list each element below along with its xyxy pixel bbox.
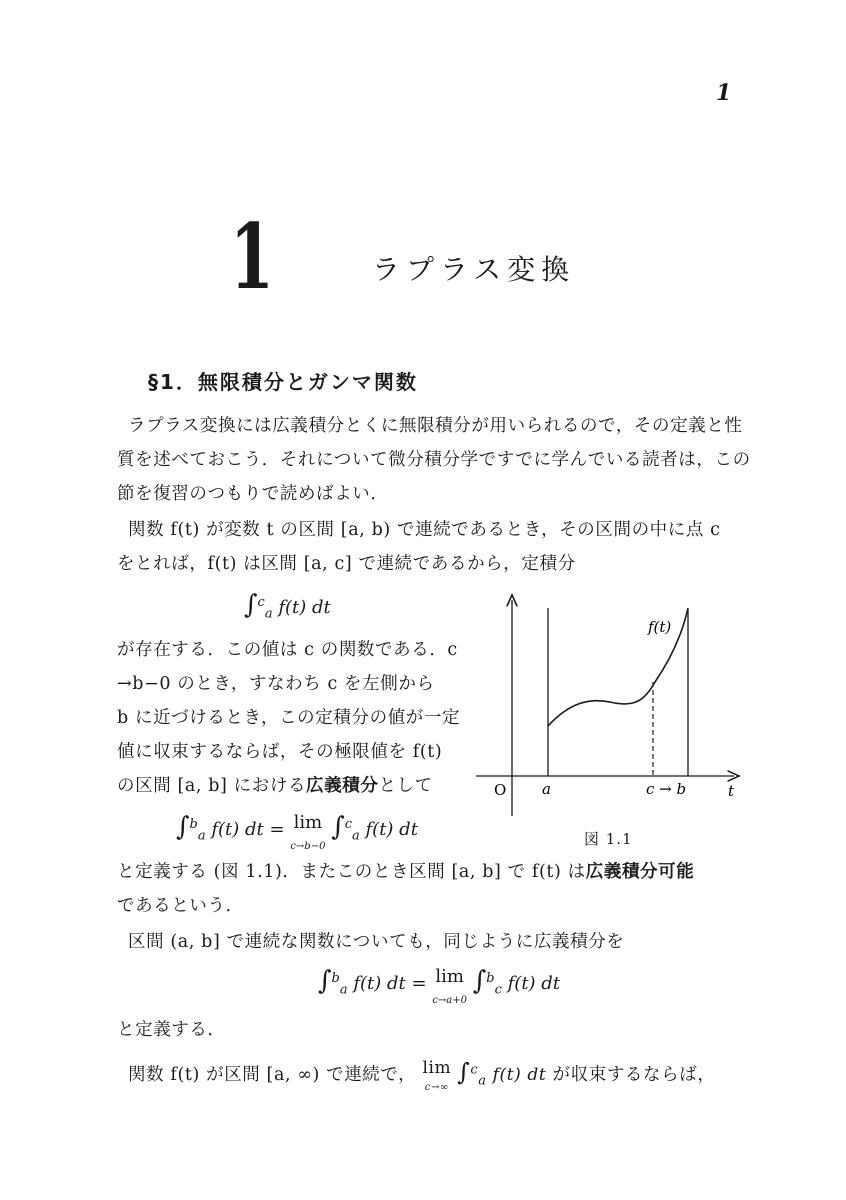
paragraph-line: 質を述べておこう．それについて微分積分学ですでに学んでいる読者は，この — [117, 450, 751, 470]
section-heading: §1．無限積分とガンマ関数 — [148, 370, 418, 394]
equation-left-limit-integral: ∫$^b_a$ f(t) dt = lim c→a+0 ∫$^b_c$ f(t) dt — [318, 966, 561, 1006]
figure-caption: 図 1.1 — [584, 830, 633, 848]
paragraph-line: と定義する (図 1.1)．またこのとき区間 [a, b] で f(t) は広義積分可能 — [117, 862, 695, 882]
paragraph-line: の区間 [a, b] における広義積分として — [117, 776, 433, 796]
label-curve: f(t) — [648, 618, 672, 636]
paragraph-line: →b−0 のとき，すなわち c を左側から — [117, 674, 435, 694]
paragraph-line: 節を復習のつもりで読めばよい． — [117, 484, 389, 504]
equation-definite-integral: ∫$^c_a$ f(t) dt — [244, 590, 331, 622]
term-improper-integrable: 広義積分可能 — [585, 862, 695, 882]
label-t: t — [728, 782, 735, 800]
equation-improper-integral-definition: ∫$^b_a$ f(t) dt = lim c→b−0 ∫$^c_a$ f(t) dt — [176, 812, 418, 852]
page-number: 1 — [716, 80, 732, 106]
paragraph-line: b に近づけるとき，この定積分の値が一定 — [117, 708, 461, 728]
paragraph-line: であるという． — [117, 896, 244, 916]
paragraph-line: 関数 f(t) が区間 [a, ∞) で連続で， lim c→∞ ∫$^c_a$ f(t) dt が収束するならば， — [128, 1058, 716, 1093]
equation-infinite-limit: lim c→∞ ∫$^c_a$ f(t) dt — [422, 1058, 547, 1093]
chapter-number: 1 — [230, 204, 274, 310]
label-origin: O — [494, 781, 507, 799]
paragraph-line: ラプラス変換には広義積分とくに無限積分が用いられるので，その定義と性 — [128, 416, 743, 436]
label-a: a — [542, 780, 551, 798]
term-improper-integral: 広義積分 — [306, 776, 379, 796]
paragraph-line: が存在する．この値は c の関数である．c — [117, 640, 458, 660]
paragraph-line: 関数 f(t) が変数 t の区間 [a, b) で連続であるとき，その区間の中に点 c — [128, 520, 721, 540]
chapter-title: ラプラス変換 — [372, 253, 576, 286]
paragraph-line: と定義する． — [117, 1020, 226, 1040]
label-c-to-b: c → b — [646, 780, 687, 798]
paragraph-line: をとれば，f(t) は区間 [a, c] で連続であるから，定積分 — [117, 554, 576, 574]
paragraph-line: 区間 (a, b] で連続な関数についても，同じように広義積分を — [128, 932, 625, 952]
paragraph-line: 値に収束するならば，その極限値を f(t) — [117, 742, 443, 762]
figure-1-1 — [470, 590, 750, 830]
